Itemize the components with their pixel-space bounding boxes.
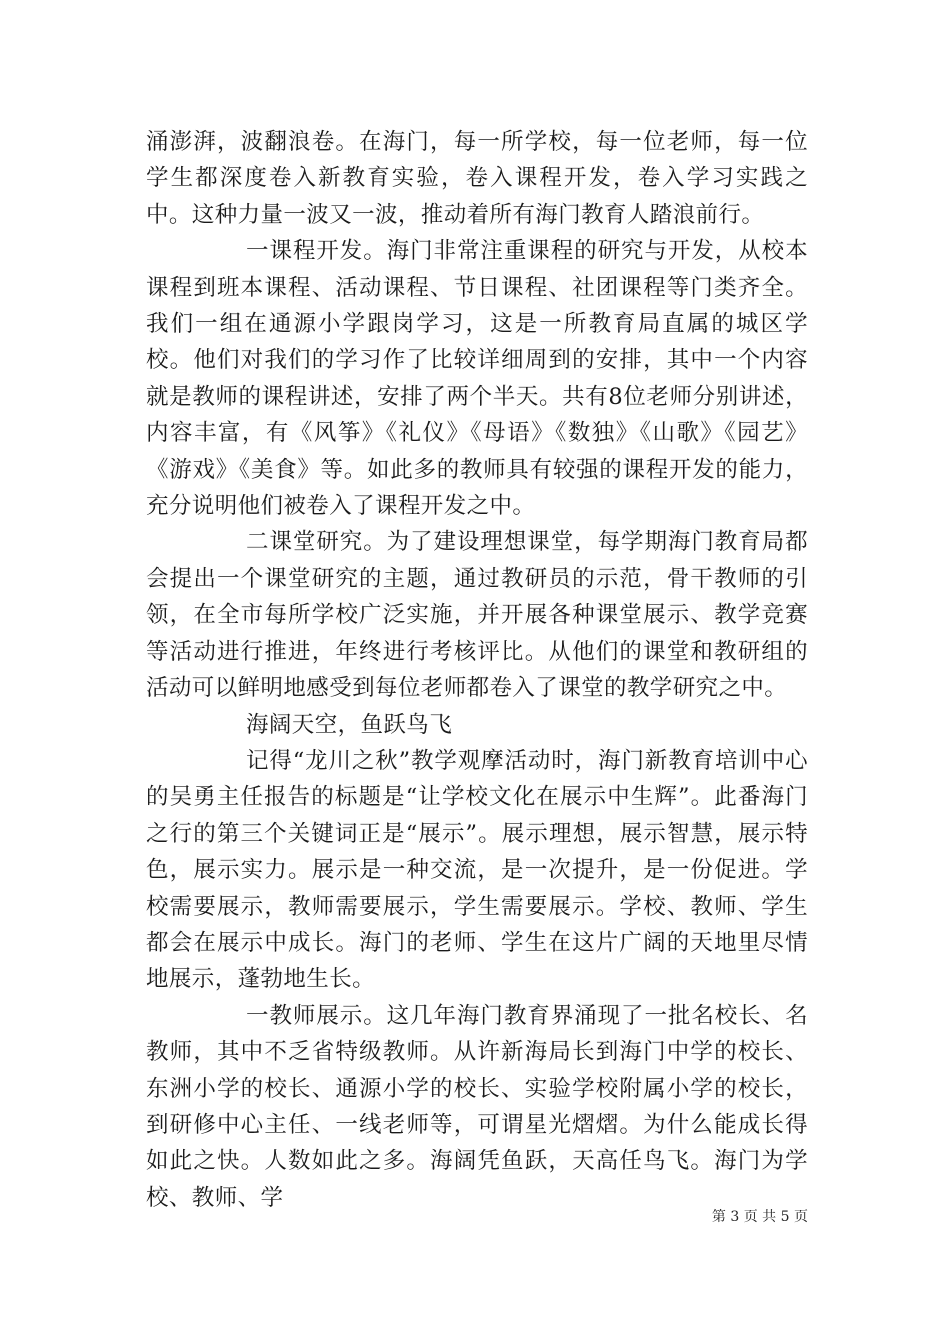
section-heading: 海阔天空，鱼跃鸟飞 [246,711,453,738]
paragraph-4: 记得“龙川之秋”教学观摩活动时，海门新教育培训中心的吴勇主任报告的标题是“让学校文化在展示中生辉”。此番海门之行的第三个关键词正是“展示”。展示理想，展示智慧，展示特色，展示实力。展示是一种交流，是一次提升，是一份促进。学校需要展示，教师需要展示，学生需要展示。学校、教师、学生都会在展示中成长。海门的老师、学生在这片广阔的天地里尽情地展示，蓬勃地生长。 [146,747,808,993]
paragraph-3: 二课堂研究。为了建设理想课堂，每学期海门教育局都会提出一个课堂研究的主题，通过教研员的示范，骨干教师的引领，在全市每所学校广泛实施，并开展各种课堂展示、教学竞赛等活动进行推进，年终进行考核评比。从他们的课堂和教研组的活动可以鲜明地感受到每位老师都卷入了课堂的教学研究之中。 [146,529,808,702]
body-text [146,124,808,1216]
paragraph-2: 一课程开发。海门非常注重课程的研究与开发，从校本课程到班本课程、活动课程、节日课程、社团课程等门类齐全。我们一组在通源小学跟岗学习，这是一所教育局直属的城区学校。他们对我们的学习作了比较详细周到的安排，其中一个内容就是教师的课程讲述，安排了两个半天。共有8位老师分别讲述，内容丰富，有《风筝》《礼仪》《母语》《数独》《山歌》《园艺》《游戏》《美食》等。如此多的教师具有较强的课程开发的能力，充分说明他们被卷入了课程开发之中。 [146,238,808,520]
paragraph-5: 一教师展示。这几年海门教育界涌现了一批名校长、名教师，其中不乏省特级教师。从许新海局长到海门中学的校长、东洲小学的校长、通源小学的校长、实验学校附属小学的校长，到研修中心主任、一线老师等，可谓星光熠熠。为什么能成长得如此之快。人数如此之多。海阔凭鱼跃，天高任鸟飞。海门为学校、教师、学 [146,1002,808,1211]
page-number-footer: 第 3 页 共 5 页 [711,1209,808,1225]
paragraph-1: 涌澎湃，波翻浪卷。在海门，每一所学校，每一位老师，每一位学生都深度卷入新教育实验，卷入课程开发，卷入学习实践之中。这种力量一波又一波，推动着所有海门教育人踏浪前行。 [146,129,808,228]
